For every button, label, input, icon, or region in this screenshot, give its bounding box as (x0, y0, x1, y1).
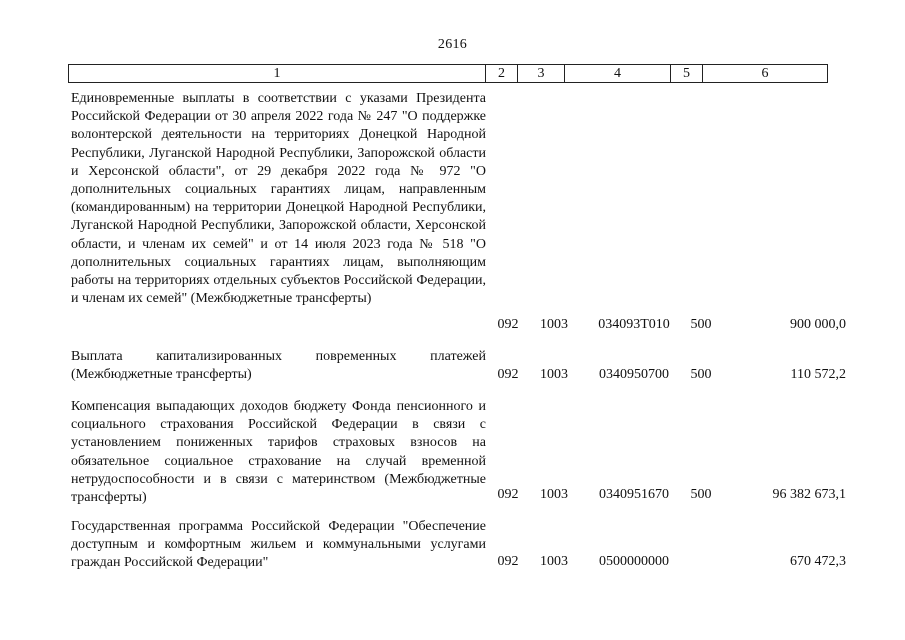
row-ministry-code: 092 (497, 487, 519, 502)
row-amount: 96 382 673,1 (772, 487, 846, 502)
row-description: Выплата капитализированных повременных платежей (Межбюджетные трансферты) (71, 349, 486, 383)
row-amount: 900 000,0 (790, 317, 846, 332)
row-target-article: 034093Т010 (598, 317, 670, 332)
row-section-code: 1003 (540, 367, 568, 382)
column-header-table (68, 64, 828, 83)
row-expense-type: 500 (690, 487, 712, 502)
column-header-1: 1 (69, 65, 486, 83)
row-target-article: 0500000000 (599, 554, 669, 569)
column-header-6: 6 (703, 65, 828, 83)
row-section-code: 1003 (540, 317, 568, 332)
row-section-code: 1003 (540, 487, 568, 502)
row-amount: 110 572,2 (790, 367, 846, 382)
page-number: 2616 (437, 37, 468, 52)
row-expense-type: 500 (690, 367, 712, 382)
row-description: Компенсация выпадающих доходов бюджету Фонда пенсионного и социального страхования Российской Федерации в связи с установлением пониженных тарифов страховых взносов на обязательное социальное страхование на случай временной нетрудоспособности и в связи с материнством (Межбюджетные трансферты) (71, 399, 486, 506)
row-section-code: 1003 (540, 554, 568, 569)
row-description: Единовременные выплаты в соответствии с указами Президента Российской Федерации от 30 апреля 2022 года № 247 "О поддержке волонтерской деятельности на территориях Донецкой Народной Республики, Луганской Народной Республики, Запорожской области и Херсонской области", от 29 декабря 2022 года № 972 "О дополнительных социальных гарантиях лицам, направленным (командированным) на территории Донецкой Народной Республики, Луганской Народной Республики, Запорожской области, Херсонской области, и членам их семей" и от 14 июля 2023 года № 518 "О дополнительных социальных гарантиях лицам, выполняющим работы на территориях отдельных субъектов Российской Федерации, и членам их семей" (Межбюджетные трансферты) (71, 91, 486, 307)
row-expense-type: 500 (690, 317, 712, 332)
column-header-3: 3 (518, 65, 565, 83)
row-ministry-code: 092 (497, 367, 519, 382)
column-header-5: 5 (671, 65, 703, 83)
row-ministry-code: 092 (497, 554, 519, 569)
row-target-article: 0340951670 (599, 487, 669, 502)
row-ministry-code: 092 (497, 317, 519, 332)
row-description: Государственная программа Российской Федерации "Обеспечение доступным и комфортным жильем и коммунальными услугами граждан Российской Федерации" (71, 519, 486, 571)
row-target-article: 0340950700 (599, 367, 669, 382)
row-amount: 670 472,3 (790, 554, 846, 569)
column-header-4: 4 (565, 65, 671, 83)
column-header-2: 2 (486, 65, 518, 83)
column-header-row (69, 65, 828, 83)
